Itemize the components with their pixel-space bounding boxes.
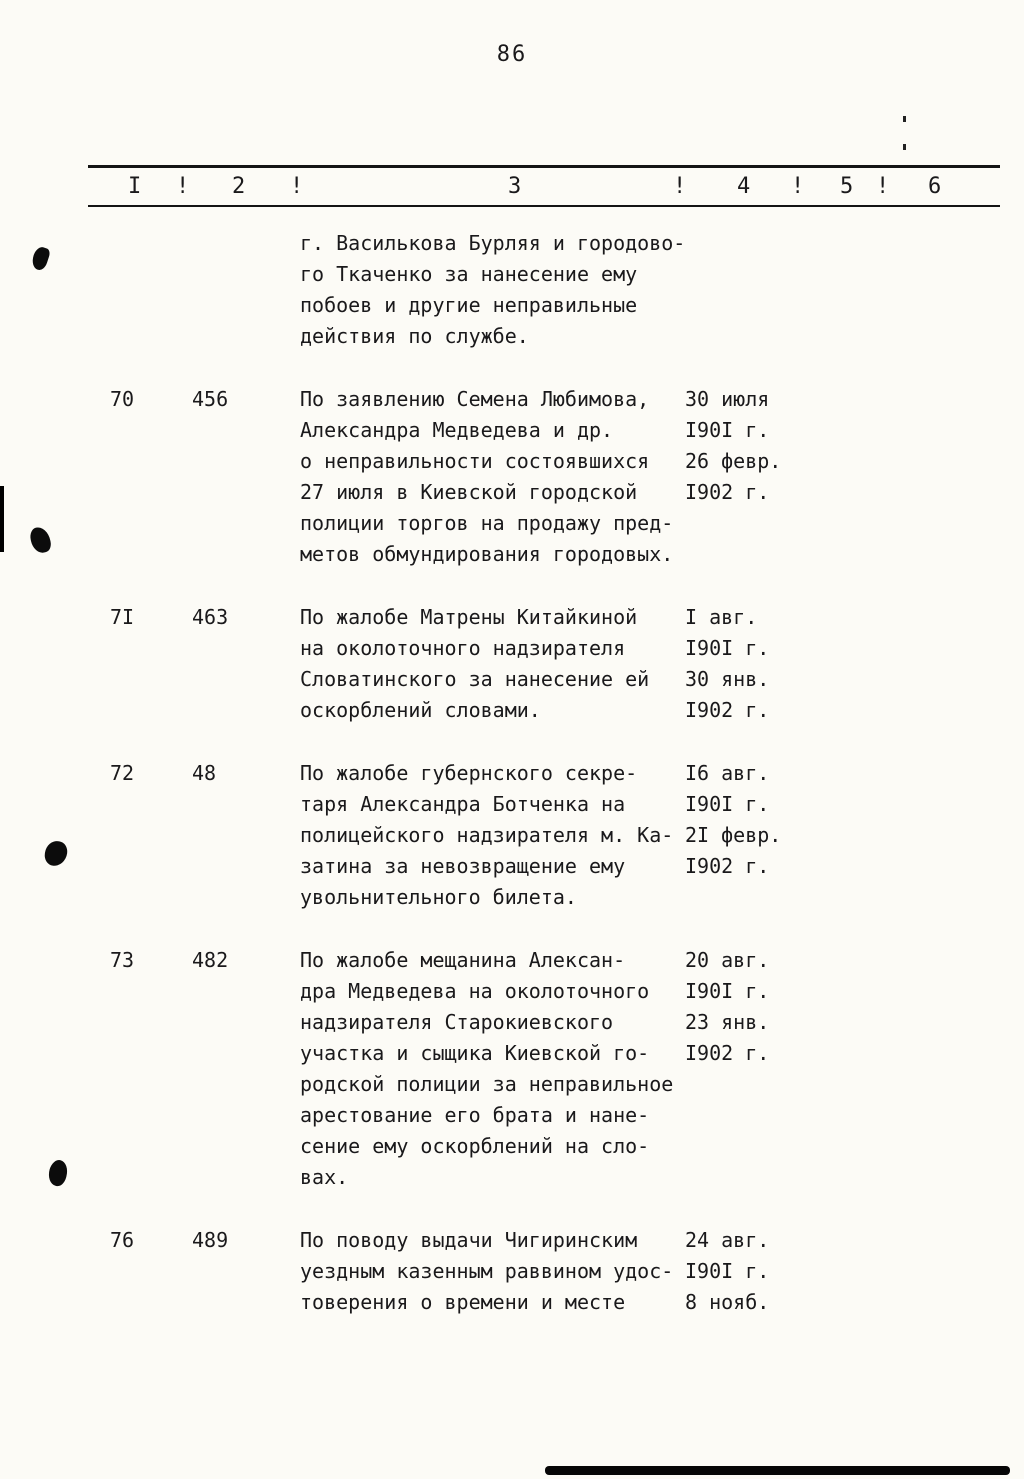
entry-line: [300, 446, 1024, 477]
header-cell-2: 2: [232, 174, 246, 199]
entry-line: [300, 945, 1024, 976]
entry-date-line: I90I г.: [685, 636, 770, 660]
entry-date-line: 30 июля: [685, 387, 770, 411]
entry-date-line: [685, 508, 1024, 539]
scan-edge-mark: [0, 486, 4, 552]
entry-date-line: 20 авг.: [685, 948, 770, 972]
entry-date-line: [685, 1131, 1024, 1162]
table-header: [88, 165, 1000, 207]
entry-date-line: I90I г.: [685, 979, 770, 1003]
entry-date-line: 23 янв.: [685, 1010, 770, 1034]
entry-number: 72: [110, 761, 135, 785]
header-cell-5: 5: [840, 174, 854, 199]
entry-line: [300, 789, 1024, 820]
table-entry: [110, 1225, 1024, 1318]
table-entry: [110, 228, 1024, 352]
entry-description-line: г. Василькова Бурляя и городово-: [300, 231, 686, 255]
entry-lines: [300, 228, 1024, 352]
entry-line: [300, 1100, 1024, 1131]
header-separator: !: [673, 174, 687, 199]
entry-line: [300, 602, 1024, 633]
entry-date-line: [685, 321, 1024, 352]
entry-line: [300, 384, 1024, 415]
entry-line: [300, 1162, 1024, 1193]
header-cell-6: 6: [928, 174, 942, 199]
entry-line: [300, 228, 1024, 259]
entry-file-number: 463: [192, 605, 229, 629]
table-entry: [110, 602, 1024, 726]
entry-line: [300, 882, 1024, 913]
entry-date-line: [685, 228, 1024, 259]
entry-description-line: сение ему оскорблений на сло-: [300, 1134, 650, 1158]
entry-date-line: 8 нояб.: [685, 1290, 770, 1314]
entry-description-line: полиции торгов на продажу пред-: [300, 511, 674, 535]
entry-date-line: I90I г.: [685, 792, 770, 816]
entry-date-line: 30 янв.: [685, 667, 770, 691]
entry-date-line: 24 авг.: [685, 1228, 770, 1252]
entry-number: 73: [110, 948, 135, 972]
entry-lines: [300, 758, 1024, 913]
entry-date-line: [685, 1162, 1024, 1193]
entry-date-line: I6 авг.: [685, 761, 770, 785]
header-cell-3: 3: [508, 174, 522, 199]
entry-description-line: оскорблений словами.: [300, 698, 541, 722]
entry-date-line: [685, 259, 1024, 290]
entry-line: [300, 259, 1024, 290]
entry-description-line: По жалобе Матрены Китайкиной: [300, 605, 638, 629]
entry-date-line: I902 г.: [685, 480, 770, 504]
entry-file-number: 48: [192, 761, 217, 785]
entry-description-line: побоев и другие неправильные: [300, 293, 638, 317]
header-separator: !: [876, 174, 890, 199]
entry-number: 7I: [110, 605, 135, 629]
entry-line: [300, 695, 1024, 726]
header-separator: !: [176, 174, 190, 199]
entry-lines: [300, 945, 1024, 1193]
page-number: 86: [496, 42, 528, 67]
entry-line: [300, 1038, 1024, 1069]
entry-file-number: 482: [192, 948, 229, 972]
entry-description-line: товерения о времени и месте: [300, 1290, 626, 1314]
entry-description-line: Словатинского за нанесение ей: [300, 667, 650, 691]
entry-line: [300, 1007, 1024, 1038]
entry-lines: [300, 1225, 1024, 1318]
entry-date-line: [685, 1100, 1024, 1131]
entry-date-line: I авг.: [685, 605, 758, 629]
entry-line: [300, 1131, 1024, 1162]
entry-description-line: дра Медведева на околоточного: [300, 979, 650, 1003]
entry-description-line: По заявлению Семена Любимова,: [300, 387, 650, 411]
entry-date-line: 2I февр.: [685, 823, 782, 847]
entry-description-line: затина за невозвращение ему: [300, 854, 626, 878]
entry-description-line: Александра Медведева и др.: [300, 418, 614, 442]
entry-line: [300, 1256, 1024, 1287]
entry-date-line: [685, 539, 1024, 570]
entry-line: [300, 758, 1024, 789]
stray-mark: [903, 116, 906, 150]
entry-line: [300, 851, 1024, 882]
entry-description-line: вах.: [300, 1165, 349, 1189]
entry-lines: [300, 602, 1024, 726]
entry-description-line: 27 июля в Киевской городской: [300, 480, 638, 504]
entry-line: [300, 633, 1024, 664]
entry-description-line: о неправильности состоявшихся: [300, 449, 650, 473]
entry-line: [300, 820, 1024, 851]
entry-number: 76: [110, 1228, 135, 1252]
header-cell-1: I: [128, 174, 142, 199]
entry-description-line: уездным казенным раввином удос-: [300, 1259, 674, 1283]
entry-description-line: По поводу выдачи Чигиринским: [300, 1228, 638, 1252]
entry-description-line: действия по службе.: [300, 324, 529, 348]
entry-date-line: [685, 882, 1024, 913]
entry-file-number: 489: [192, 1228, 229, 1252]
entry-date-line: [685, 1069, 1024, 1100]
entry-description-line: го Ткаченко за нанесение ему: [300, 262, 638, 286]
entry-file-number: [192, 228, 300, 352]
entry-number: [110, 228, 192, 352]
entry-line: [300, 1225, 1024, 1256]
entry-line: [300, 664, 1024, 695]
scan-edge-bar: [545, 1466, 1010, 1475]
entry-line: [300, 321, 1024, 352]
header-separator: !: [791, 174, 805, 199]
entry-line: [300, 539, 1024, 570]
entry-description-line: участка и сыщика Киевской го-: [300, 1041, 650, 1065]
entry-description-line: таря Александра Ботченка на: [300, 792, 626, 816]
table-entry: [110, 758, 1024, 913]
entry-date-line: I90I г.: [685, 1259, 770, 1283]
entry-description-line: родской полиции за неправильное: [300, 1072, 674, 1096]
entry-file-number: 456: [192, 387, 229, 411]
entry-date-line: I902 г.: [685, 854, 770, 878]
entry-line: [300, 290, 1024, 321]
entry-description-line: полицейского надзирателя м. Ка-: [300, 823, 674, 847]
entry-line: [300, 508, 1024, 539]
entry-date-line: I902 г.: [685, 698, 770, 722]
entry-description-line: арестование его брата и нане-: [300, 1103, 650, 1127]
header-separator: !: [290, 174, 304, 199]
entry-description-line: на околоточного надзирателя: [300, 636, 626, 660]
entry-line: [300, 415, 1024, 446]
entry-date-line: I902 г.: [685, 1041, 770, 1065]
entry-line: [300, 1287, 1024, 1318]
entry-description-line: увольнительного билета.: [300, 885, 577, 909]
table-entry: [110, 384, 1024, 570]
entry-date-line: I90I г.: [685, 418, 770, 442]
entry-line: [300, 1069, 1024, 1100]
entry-number: 70: [110, 387, 135, 411]
entry-line: [300, 477, 1024, 508]
table-entry: [110, 945, 1024, 1193]
entry-date-line: 26 февр.: [685, 449, 782, 473]
entry-description-line: По жалобе мещанина Алексан-: [300, 948, 626, 972]
entry-description-line: метов обмундирования городовых.: [300, 542, 674, 566]
entry-line: [300, 976, 1024, 1007]
entry-date-line: [685, 290, 1024, 321]
entries-list: [0, 228, 1024, 1350]
entry-description-line: надзирателя Старокиевского: [300, 1010, 614, 1034]
entry-description-line: По жалобе губернского секре-: [300, 761, 638, 785]
entry-lines: [300, 384, 1024, 570]
header-cell-4: 4: [737, 174, 751, 199]
